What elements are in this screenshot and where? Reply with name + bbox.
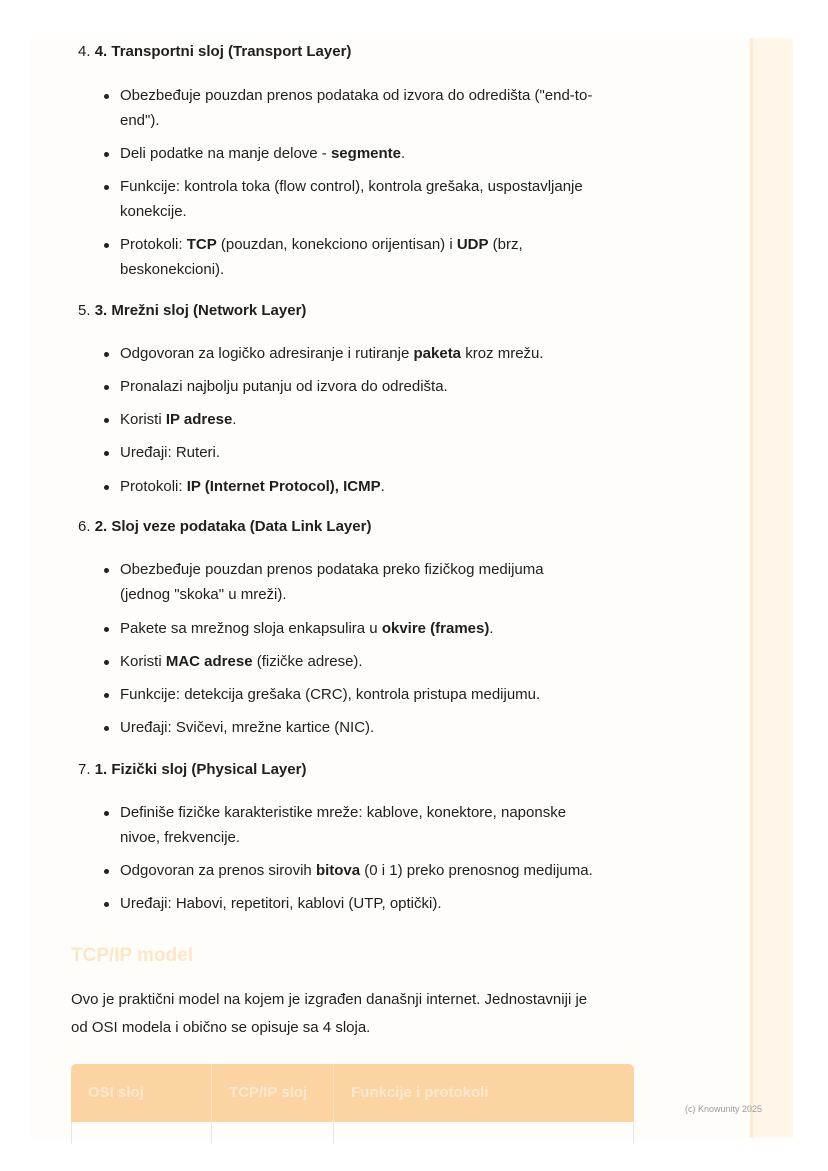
text-run: Koristi [120, 653, 166, 670]
text-run: Protokoli: [120, 478, 187, 495]
section-number: 4. [78, 43, 91, 60]
list-item [104, 715, 650, 740]
bullet-dot-icon [104, 485, 109, 490]
bold-term: segmente [330, 145, 401, 162]
list-item [104, 108, 650, 133]
text-run: Uređaji: Svičevi, mrežne kartice (NIC). [120, 719, 375, 736]
bullet-dot-icon [104, 660, 109, 665]
text-run: Obezbeđuje pouzdan prenos podataka od izvora do odredišta ("end-to- [120, 87, 593, 104]
text-run: beskonekcioni). [120, 261, 225, 278]
text-run: konekcije. [120, 203, 187, 220]
bold-term: okvire (frames) [381, 620, 490, 637]
text-run: Pronalazi najbolju putanju od izvora do odredišta. [120, 378, 448, 395]
text-run: Funkcije: detekcija grešaka (CRC), kontrola pristupa medijumu. [120, 686, 541, 703]
list-item [104, 440, 650, 465]
section-title [78, 299, 306, 323]
text-run: nivoe, frekvencije. [120, 829, 241, 846]
table-divider [211, 1122, 212, 1144]
section-heading: 3. Mrežni sloj (Network Layer) [94, 302, 307, 319]
text-run: (0 i 1) preko prenosnog medijuma. [360, 862, 593, 879]
bullet-dot-icon [104, 418, 109, 423]
section-title [78, 758, 306, 782]
list-item [104, 232, 650, 257]
section-number: 7. [78, 761, 91, 778]
bullet-dot-icon [104, 451, 109, 456]
list-item [104, 858, 650, 883]
osi-tcpip-table [71, 1064, 634, 1144]
list-item [104, 825, 650, 850]
page-edge [750, 38, 793, 1138]
text-run: end"). [120, 112, 160, 129]
text-run: Koristi [120, 411, 166, 428]
table-header-osi: OSI sloj [88, 1084, 144, 1101]
list-item [104, 141, 650, 166]
text-run: Obezbeđuje pouzdan prenos podataka preko fizičkog medijuma [120, 561, 544, 578]
section-heading: 4. Transportni sloj (Transport Layer) [94, 43, 352, 60]
bullet-dot-icon [104, 726, 109, 731]
section-title [78, 515, 371, 539]
text-run: . [232, 411, 237, 428]
bold-term: IP (Internet Protocol), ICMP [186, 478, 381, 495]
bullet-dot-icon [104, 693, 109, 698]
table-body [71, 1122, 634, 1144]
text-run: Deli podatke na manje delove - [120, 145, 331, 162]
bullet-dot-icon [104, 352, 109, 357]
text-run: Funkcije: kontrola toka (flow control), kontrola grešaka, uspostavljanje [120, 178, 583, 195]
list-item [104, 582, 650, 607]
table-divider [333, 1122, 334, 1144]
list-item [104, 891, 650, 916]
text-run: kroz mrežu. [461, 345, 544, 362]
section-title [78, 40, 351, 64]
text-run: . [401, 145, 406, 162]
bold-term: UDP [456, 236, 489, 253]
table-header-functions: Funkcije i protokoli [333, 1064, 634, 1122]
text-run: Uređaji: Ruteri. [120, 444, 221, 461]
list-item [104, 257, 650, 282]
list-item [104, 474, 650, 499]
text-run: (brz, [488, 236, 523, 253]
table-header-row [71, 1064, 634, 1122]
bullet-dot-icon [104, 811, 109, 816]
list-item [104, 341, 650, 366]
section-number: 5. [78, 302, 91, 319]
text-run: Definiše fizičke karakteristike mreže: kablove, konektore, naponske [120, 804, 567, 821]
text-run: Pakete sa mrežnog sloja enkapsulira u [120, 620, 382, 637]
bullet-dot-icon [104, 568, 109, 573]
bold-term: IP adrese [165, 411, 233, 428]
bullet-dot-icon [104, 152, 109, 157]
text-run: . [489, 620, 494, 637]
copyright-footer: (c) Knowunity 2025 [685, 1104, 763, 1114]
text-run: (pouzdan, konekciono orijentisan) i [216, 236, 457, 253]
list-item [104, 649, 650, 674]
section-number: 6. [78, 518, 91, 535]
bullet-dot-icon [104, 869, 109, 874]
tcpip-paragraph-line-1: Ovo je praktični model na kojem je izgrađen današnji internet. Jednostavniji je [71, 991, 588, 1008]
list-item [104, 374, 650, 399]
text-run: (fizičke adrese). [252, 653, 363, 670]
section-heading: 1. Fizički sloj (Physical Layer) [94, 761, 307, 778]
list-item [104, 682, 650, 707]
list-item [104, 800, 650, 825]
tcpip-paragraph [71, 986, 641, 1042]
bold-term: bitova [315, 862, 361, 879]
list-item [104, 407, 650, 432]
bullet-dot-icon [104, 94, 109, 99]
bullet-dot-icon [104, 902, 109, 907]
text-run: Odgovoran za prenos sirovih [120, 862, 316, 879]
list-item [104, 616, 650, 641]
bullet-dot-icon [104, 185, 109, 190]
bold-term: MAC adrese [165, 653, 253, 670]
tcpip-heading: TCP/IP model [71, 945, 194, 966]
tcpip-paragraph-line-2: od OSI modela i obično se opisuje sa 4 sloja. [71, 1019, 371, 1036]
bold-term: TCP [186, 236, 217, 253]
text-run: Protokoli: [120, 236, 187, 253]
text-run: . [380, 478, 385, 495]
bullet-dot-icon [104, 385, 109, 390]
table-header-tcpip: TCP/IP sloj [211, 1064, 333, 1122]
bold-term: paketa [413, 345, 462, 362]
text-run: (jednog "skoka" u mreži). [120, 586, 287, 603]
text-run: Odgovoran za logičko adresiranje i rutiranje [120, 345, 414, 362]
text-run: Uređaji: Habovi, repetitori, kablovi (UTP, optički). [120, 895, 442, 912]
list-item [104, 174, 650, 199]
bullet-dot-icon [104, 243, 109, 248]
list-item [104, 83, 650, 108]
list-item [104, 199, 650, 224]
list-item [104, 557, 650, 582]
section-heading: 2. Sloj veze podataka (Data Link Layer) [94, 518, 372, 535]
bullet-dot-icon [104, 627, 109, 632]
